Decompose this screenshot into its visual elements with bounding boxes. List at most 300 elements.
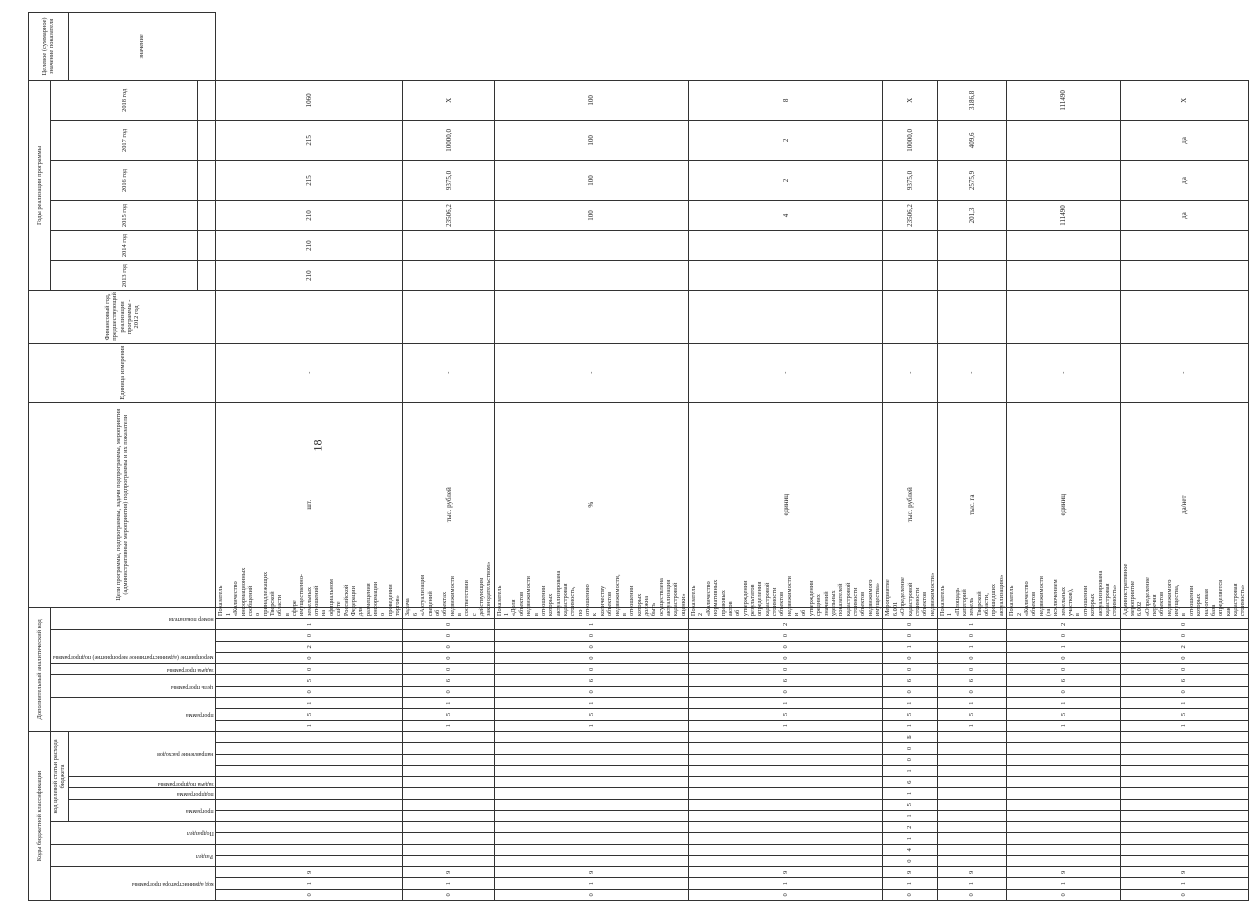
analytic-code-digit: 1 — [216, 619, 403, 630]
admin-code-digit: 0 — [494, 889, 688, 900]
admin-code-digit: 1 — [403, 878, 494, 889]
year-value-cell: 215 — [216, 160, 403, 200]
unit-cell: % — [494, 402, 688, 607]
subprogram-code-digit — [216, 788, 403, 799]
section-code-digit — [1007, 855, 1120, 866]
direction-code-header: направление расходов — [68, 731, 216, 776]
target-value-cell: 3186,8 — [937, 80, 1006, 120]
unit-cell: да/нет — [1120, 402, 1248, 607]
program-code-digit — [937, 799, 1006, 810]
year-value-cell: да — [1120, 160, 1248, 200]
target-value-cell: 100 — [494, 80, 688, 120]
an-program-header: программа — [51, 698, 216, 732]
year-value-cell — [1120, 231, 1248, 261]
analytic-code-digit: 1 — [883, 698, 938, 709]
year-value-cell: 409,6 — [937, 120, 1006, 160]
analytic-code-digit: 0 — [689, 630, 883, 641]
program-code-digit — [216, 799, 403, 810]
prev-year-cell: - — [1007, 343, 1120, 402]
table-header — [29, 13, 216, 901]
analytic-code-digit: 5 — [216, 709, 403, 720]
year-value-cell: 2 — [689, 120, 883, 160]
section-code-digit: 4 — [883, 844, 938, 855]
analytic-code-digit: 0 — [494, 652, 688, 663]
analytic-code-digit: 1 — [1007, 641, 1120, 652]
analytic-code-digit: 0 — [937, 630, 1006, 641]
section-code-digit — [216, 855, 403, 866]
analytic-code-digit: 1 — [1120, 698, 1248, 709]
direction-code-digit — [494, 731, 688, 742]
analytic-code-digit: 6 — [1120, 675, 1248, 686]
analytic-code-digit: 6 — [1007, 675, 1120, 686]
table-row — [1007, 13, 1120, 901]
year-value-cell — [689, 291, 883, 344]
program-code-digit: 1 — [883, 810, 938, 821]
year-value-cell: 201,3 — [937, 201, 1006, 231]
unit-header: Единица измерения — [29, 343, 216, 402]
subsection-code-digit — [937, 833, 1006, 844]
goals-header: Цели программы, подпрограммы, задачи подпрограммы, мероприятия (административные мероприятия) подпрограммы и их показатели — [29, 402, 216, 607]
analytic-code-digit: 5 — [1120, 709, 1248, 720]
table-body — [216, 13, 1248, 901]
year-value-cell — [883, 291, 938, 344]
program-code-digit — [216, 810, 403, 821]
an-activity-header: мероприятие (административное мероприятие) подпрограммы — [51, 630, 216, 664]
year-value-cell: да — [1120, 120, 1248, 160]
analytic-code-digit: 0 — [403, 664, 494, 675]
task-code-digit — [403, 777, 494, 788]
target-value-cell: 1060 — [216, 80, 403, 120]
year-value-cell — [494, 231, 688, 261]
analytic-code-header: Дополнительный аналитический код — [29, 607, 51, 731]
analytic-code-digit: 0 — [216, 630, 403, 641]
direction-code-digit — [403, 731, 494, 742]
program-code-digit — [1120, 799, 1248, 810]
page-number: 18 — [310, 439, 325, 452]
program-code-digit — [494, 799, 688, 810]
admin-code-digit: 9 — [883, 867, 938, 878]
analytic-code-digit: 1 — [494, 720, 688, 731]
analytic-code-digit: 1 — [1007, 720, 1120, 731]
year-value-cell — [1120, 291, 1248, 344]
analytic-code-digit: 0 — [1120, 630, 1248, 641]
direction-code-digit — [1007, 754, 1120, 765]
analytic-code-digit: 0 — [403, 641, 494, 652]
analytic-code-digit: 5 — [494, 709, 688, 720]
table-row — [689, 13, 883, 901]
section-code-digit — [689, 855, 883, 866]
analytic-code-digit: 1 — [216, 720, 403, 731]
year-value-cell: да — [1120, 201, 1248, 231]
task-code-digit — [1007, 777, 1120, 788]
section-code-digit — [494, 855, 688, 866]
goal-text: Мероприятие 6.001 «Определение кадастровой стоимости объектов недвижимости» — [883, 607, 938, 618]
an-goal-header: цель программы — [51, 675, 216, 698]
subsection-code-digit — [689, 822, 883, 833]
analytic-code-digit: 1 — [937, 641, 1006, 652]
analytic-code-digit: 2 — [1120, 641, 1248, 652]
direction-code-digit — [216, 765, 403, 776]
subsection-code-digit: 1 — [883, 833, 938, 844]
subprogram-code-digit — [937, 788, 1006, 799]
direction-code-digit — [1007, 743, 1120, 754]
table-row — [403, 13, 494, 901]
analytic-code-digit: 2 — [1007, 619, 1120, 630]
analytic-code-digit: 1 — [1007, 698, 1120, 709]
goal-text: Задача 6 «Актуализация сведений об объектах недвижимости в соответствии с действующим законодательством» — [403, 607, 494, 618]
program-code-digit — [689, 799, 883, 810]
year-value-cell — [1007, 231, 1120, 261]
analytic-code-digit: 0 — [937, 664, 1006, 675]
direction-code-digit — [689, 731, 883, 742]
analytic-code-digit: 1 — [1120, 720, 1248, 731]
year-value-cell — [689, 261, 883, 291]
analytic-code-digit: 0 — [937, 652, 1006, 663]
target-value-cell: Х — [1120, 80, 1248, 120]
goal-text: Показатель 1 «Площадь категорий земель Тверской области, прошедших актуализацию» — [937, 607, 1006, 618]
table-row — [1120, 13, 1248, 901]
year-value-cell: 210 — [216, 261, 403, 291]
analytic-code-digit: 2 — [689, 619, 883, 630]
admin-code-digit: 9 — [937, 867, 1006, 878]
admin-code-digit: 1 — [1120, 878, 1248, 889]
direction-code-digit — [1120, 731, 1248, 742]
admin-code-digit: 9 — [689, 867, 883, 878]
goal-text: Показатель 1 «Доля объектов недвижимости в отношении которых актуализирована кадастровая стоимость, по отношению к количеству объектов недвижимости, в отношении которых должна быть осуществлена актуализация кадастровой оценки» — [494, 607, 688, 618]
analytic-code-digit: 5 — [403, 709, 494, 720]
prev-year-cell: - — [403, 343, 494, 402]
analytic-code-digit: 0 — [494, 664, 688, 675]
analytic-code-digit: 0 — [216, 686, 403, 697]
year-value-cell — [494, 291, 688, 344]
year-value-cell — [403, 291, 494, 344]
admin-code-digit: 0 — [216, 889, 403, 900]
year-value-cell — [937, 291, 1006, 344]
analytic-code-digit: 0 — [883, 664, 938, 675]
target-value-cell: 8 — [689, 80, 883, 120]
subprogram-code-digit — [1120, 788, 1248, 799]
section-code-digit — [403, 855, 494, 866]
year-value-cell: 10000,0 — [883, 120, 938, 160]
subprogram-code-digit — [494, 788, 688, 799]
direction-code-digit: Б — [883, 731, 938, 742]
section-code-digit — [1007, 844, 1120, 855]
subsection-code-digit — [1120, 822, 1248, 833]
year-value-cell: 210 — [216, 231, 403, 261]
analytic-code-digit: 1 — [937, 720, 1006, 731]
prev-year-cell: - — [689, 343, 883, 402]
direction-code-digit — [216, 754, 403, 765]
analytic-code-digit: 1 — [494, 619, 688, 630]
unit-cell: шт. — [216, 402, 403, 607]
table-row — [937, 13, 1006, 901]
section-code-digit — [689, 844, 883, 855]
analytic-code-digit: 0 — [689, 664, 883, 675]
direction-code-digit — [403, 754, 494, 765]
table-row — [216, 13, 403, 901]
analytic-code-digit: 0 — [494, 641, 688, 652]
year-2017-header: 2017 год — [51, 120, 198, 160]
direction-code-digit — [937, 743, 1006, 754]
admin-code-header: код администратора программы — [51, 867, 216, 901]
prev-year-cell: - — [494, 343, 688, 402]
years-header: Годы реализации программы — [29, 80, 51, 290]
analytic-code-digit: 0 — [689, 686, 883, 697]
task-code-digit — [216, 777, 403, 788]
unit-cell: тыс. га — [937, 402, 1006, 607]
analytic-code-digit: 6 — [494, 675, 688, 686]
target-value-cell: Х — [883, 80, 938, 120]
analytic-code-digit: 0 — [883, 630, 938, 641]
analytic-code-digit: 0 — [403, 619, 494, 630]
analytic-code-digit: 1 — [494, 698, 688, 709]
subprogram-code-header: подпрограмма — [68, 788, 216, 799]
fin-prev-header: Финансовый год, предшествующий реализации программы - 2012 год — [29, 291, 216, 344]
analytic-code-digit: 6 — [883, 675, 938, 686]
year-value-cell — [403, 231, 494, 261]
section-header: Раздел — [51, 844, 216, 867]
analytic-code-digit: 0 — [1007, 664, 1120, 675]
target-article-header: код целевой статьи расхода бюджета — [51, 731, 69, 821]
year-2014-header: 2014 год — [51, 231, 198, 261]
prev-year-cell: - — [1120, 343, 1248, 402]
direction-code-digit: 0 — [883, 754, 938, 765]
program-code-digit — [494, 810, 688, 821]
year-value-cell: 100 — [494, 201, 688, 231]
analytic-code-digit: 1 — [883, 720, 938, 731]
section-code-digit — [937, 844, 1006, 855]
admin-code-digit: 1 — [689, 878, 883, 889]
analytic-code-digit: 1 — [689, 698, 883, 709]
analytic-code-digit: 0 — [883, 686, 938, 697]
year-value-cell — [1007, 160, 1120, 200]
analytic-code-digit: 0 — [1007, 630, 1120, 641]
program-code-digit — [1007, 810, 1120, 821]
analytic-code-digit: 0 — [403, 630, 494, 641]
year-value-cell: 215 — [216, 120, 403, 160]
subsection-code-digit — [403, 833, 494, 844]
year-value-cell — [937, 261, 1006, 291]
analytic-code-digit: 1 — [883, 641, 938, 652]
year-value-cell — [1007, 120, 1120, 160]
prev-year-cell: - — [216, 343, 403, 402]
unit-cell: единиц — [689, 402, 883, 607]
year-2013-header: 2013 год — [51, 261, 198, 291]
analytic-code-digit: 6 — [689, 675, 883, 686]
rotated-document-table — [28, 12, 1247, 901]
year-value-cell — [216, 291, 403, 344]
subsection-code-digit — [937, 822, 1006, 833]
target-value-cell: 111490 — [1007, 80, 1120, 120]
task-code-digit: 6 — [883, 777, 938, 788]
year-value-cell: 100 — [494, 120, 688, 160]
subsection-code-digit — [403, 822, 494, 833]
subsection-code-digit — [494, 833, 688, 844]
subprogram-code-digit — [1007, 788, 1120, 799]
admin-code-digit: 9 — [1007, 867, 1120, 878]
direction-code-digit — [937, 765, 1006, 776]
year-value-cell: 111490 — [1007, 201, 1120, 231]
analytic-code-digit: 1 — [403, 698, 494, 709]
analytic-code-digit: 1 — [216, 698, 403, 709]
admin-code-digit: 9 — [216, 867, 403, 878]
admin-code-digit: 9 — [1120, 867, 1248, 878]
year-value-cell: 9375,0 — [403, 160, 494, 200]
subsection-code-digit: 2 — [883, 822, 938, 833]
year-2018-header: 2018 год — [51, 80, 198, 120]
subprogram-code-digit — [689, 788, 883, 799]
year-value-cell: 10000,0 — [403, 120, 494, 160]
admin-code-digit: 0 — [1007, 889, 1120, 900]
direction-code-digit — [494, 765, 688, 776]
section-code-digit — [1120, 844, 1248, 855]
admin-code-digit: 0 — [883, 889, 938, 900]
analytic-code-digit: 1 — [403, 720, 494, 731]
admin-code-digit: 0 — [937, 889, 1006, 900]
direction-code-digit — [1120, 743, 1248, 754]
year-value-cell: 210 — [216, 201, 403, 231]
prev-year-cell: - — [937, 343, 1006, 402]
year-value-cell: 23506,2 — [403, 201, 494, 231]
subsection-code-digit — [494, 822, 688, 833]
admin-code-digit: 1 — [937, 878, 1006, 889]
program-code-digit — [1120, 810, 1248, 821]
analytic-code-digit: 1 — [689, 720, 883, 731]
analytic-code-digit: 5 — [689, 709, 883, 720]
analytic-code-digit: 0 — [1007, 686, 1120, 697]
analytic-code-digit: 0 — [689, 641, 883, 652]
year-value-cell: 2575,9 — [937, 160, 1006, 200]
admin-code-digit: 1 — [216, 878, 403, 889]
subprogram-code-digit: 1 — [883, 788, 938, 799]
goal-text: Показатель 2 «Количество нормативных правовых актов об утверждении результатов определения кадастровой стоимости объектов недвижимости и об утверждении средних значений удельных показателей кадастровой стоимости объектов недвижимого имущества» — [689, 607, 883, 618]
table-row — [883, 13, 938, 901]
budget-codes-header: Коды бюджетной классификации — [29, 731, 51, 900]
direction-code-digit — [1120, 754, 1248, 765]
unit-cell: тыс. рублей — [883, 402, 938, 607]
section-code-digit — [216, 844, 403, 855]
analytic-code-digit: 6 — [937, 675, 1006, 686]
program-code-digit — [403, 799, 494, 810]
direction-code-digit — [937, 754, 1006, 765]
value-header: значение — [68, 13, 216, 81]
admin-code-digit: 9 — [494, 867, 688, 878]
goal-text: Показатель 1 «Количество информационных сообщений о принадлежащих Тверской области в сфере имущественно-земельных отношений на официальном сайте Российской Федерации для размещения информации о проведении торгов» — [216, 607, 403, 618]
analytic-code-digit: 0 — [1120, 619, 1248, 630]
direction-code-digit — [1007, 765, 1120, 776]
year-2015-header: 2015 год — [51, 201, 198, 231]
subsection-code-digit — [1007, 833, 1120, 844]
analytic-code-digit: 0 — [1007, 652, 1120, 663]
analytic-code-digit: 0 — [883, 619, 938, 630]
admin-code-digit: 0 — [403, 889, 494, 900]
direction-code-digit — [494, 754, 688, 765]
subprogram-code-digit — [403, 788, 494, 799]
subsection-code-digit — [1007, 822, 1120, 833]
analytic-code-digit: 5 — [1007, 709, 1120, 720]
analytic-code-digit: 0 — [689, 652, 883, 663]
analytic-code-digit: 0 — [1120, 652, 1248, 663]
direction-code-digit — [689, 754, 883, 765]
analytic-code-digit: 0 — [494, 686, 688, 697]
direction-code-digit — [216, 731, 403, 742]
analytic-code-digit: 6 — [403, 675, 494, 686]
direction-code-digit — [937, 731, 1006, 742]
target-value-cell: Х — [403, 80, 494, 120]
direction-code-digit — [689, 743, 883, 754]
analytic-code-digit: 1 — [937, 698, 1006, 709]
subsection-code-digit — [216, 822, 403, 833]
year-value-cell — [883, 261, 938, 291]
direction-code-digit — [403, 743, 494, 754]
year-value-cell — [883, 231, 938, 261]
year-value-cell — [1007, 291, 1120, 344]
direction-code-digit — [1120, 765, 1248, 776]
analytic-code-digit: 0 — [216, 652, 403, 663]
program-code-digit — [937, 810, 1006, 821]
section-code-digit: 0 — [883, 855, 938, 866]
direction-code-digit: 0 — [883, 743, 938, 754]
admin-code-digit: 0 — [1120, 889, 1248, 900]
admin-code-digit: 1 — [494, 878, 688, 889]
goal-text: Административное мероприятие 6.002 «Определение перечня объектов недвижимого имущества, в отношении которых налоговая база определяется как кадастровая стоимость» — [1120, 607, 1248, 618]
analytic-code-digit: 5 — [937, 709, 1006, 720]
an-task-header: задача программы — [51, 664, 216, 675]
direction-code-digit — [689, 765, 883, 776]
section-code-digit — [403, 844, 494, 855]
admin-code-digit: 1 — [1007, 878, 1120, 889]
analytic-code-digit: 0 — [937, 686, 1006, 697]
task-code-digit — [689, 777, 883, 788]
year-value-cell — [689, 231, 883, 261]
subsection-code-digit — [216, 833, 403, 844]
analytic-code-digit: 2 — [216, 641, 403, 652]
program-code-digit — [1007, 799, 1120, 810]
analytic-code-digit: 0 — [494, 630, 688, 641]
year-value-cell: 23506,2 — [883, 201, 938, 231]
table-row — [494, 13, 688, 901]
program-code-header: программа — [68, 799, 216, 822]
admin-code-digit: 1 — [883, 878, 938, 889]
prev-year-cell: - — [883, 343, 938, 402]
analytic-code-digit: 0 — [883, 652, 938, 663]
task-code-header: задача подпрограммы — [68, 777, 216, 788]
program-code-digit — [689, 810, 883, 821]
task-code-digit — [937, 777, 1006, 788]
admin-code-digit: 0 — [689, 889, 883, 900]
analytic-code-digit: 0 — [1120, 686, 1248, 697]
direction-code-digit — [1007, 731, 1120, 742]
section-code-digit — [1120, 855, 1248, 866]
goal-text: Показатель 2 «Количество объектов недвижимости (за исключением земельных участков), в отношении которых актуализирована кадастровая стоимость» — [1007, 607, 1120, 618]
analytic-code-digit: 1 — [937, 619, 1006, 630]
year-value-cell — [1120, 261, 1248, 291]
analytic-code-digit: 5 — [216, 675, 403, 686]
subsection-code-digit — [1120, 833, 1248, 844]
section-code-digit — [937, 855, 1006, 866]
analytic-code-digit: 0 — [403, 686, 494, 697]
direction-code-digit: 1 — [883, 765, 938, 776]
subsection-code-digit — [689, 833, 883, 844]
program-indicators-table — [28, 12, 1249, 901]
year-value-cell: 100 — [494, 160, 688, 200]
section-code-digit — [494, 844, 688, 855]
task-code-digit — [494, 777, 688, 788]
year-value-cell: 2 — [689, 160, 883, 200]
program-code-digit: 5 — [883, 799, 938, 810]
year-value-cell — [494, 261, 688, 291]
year-value-cell — [403, 261, 494, 291]
